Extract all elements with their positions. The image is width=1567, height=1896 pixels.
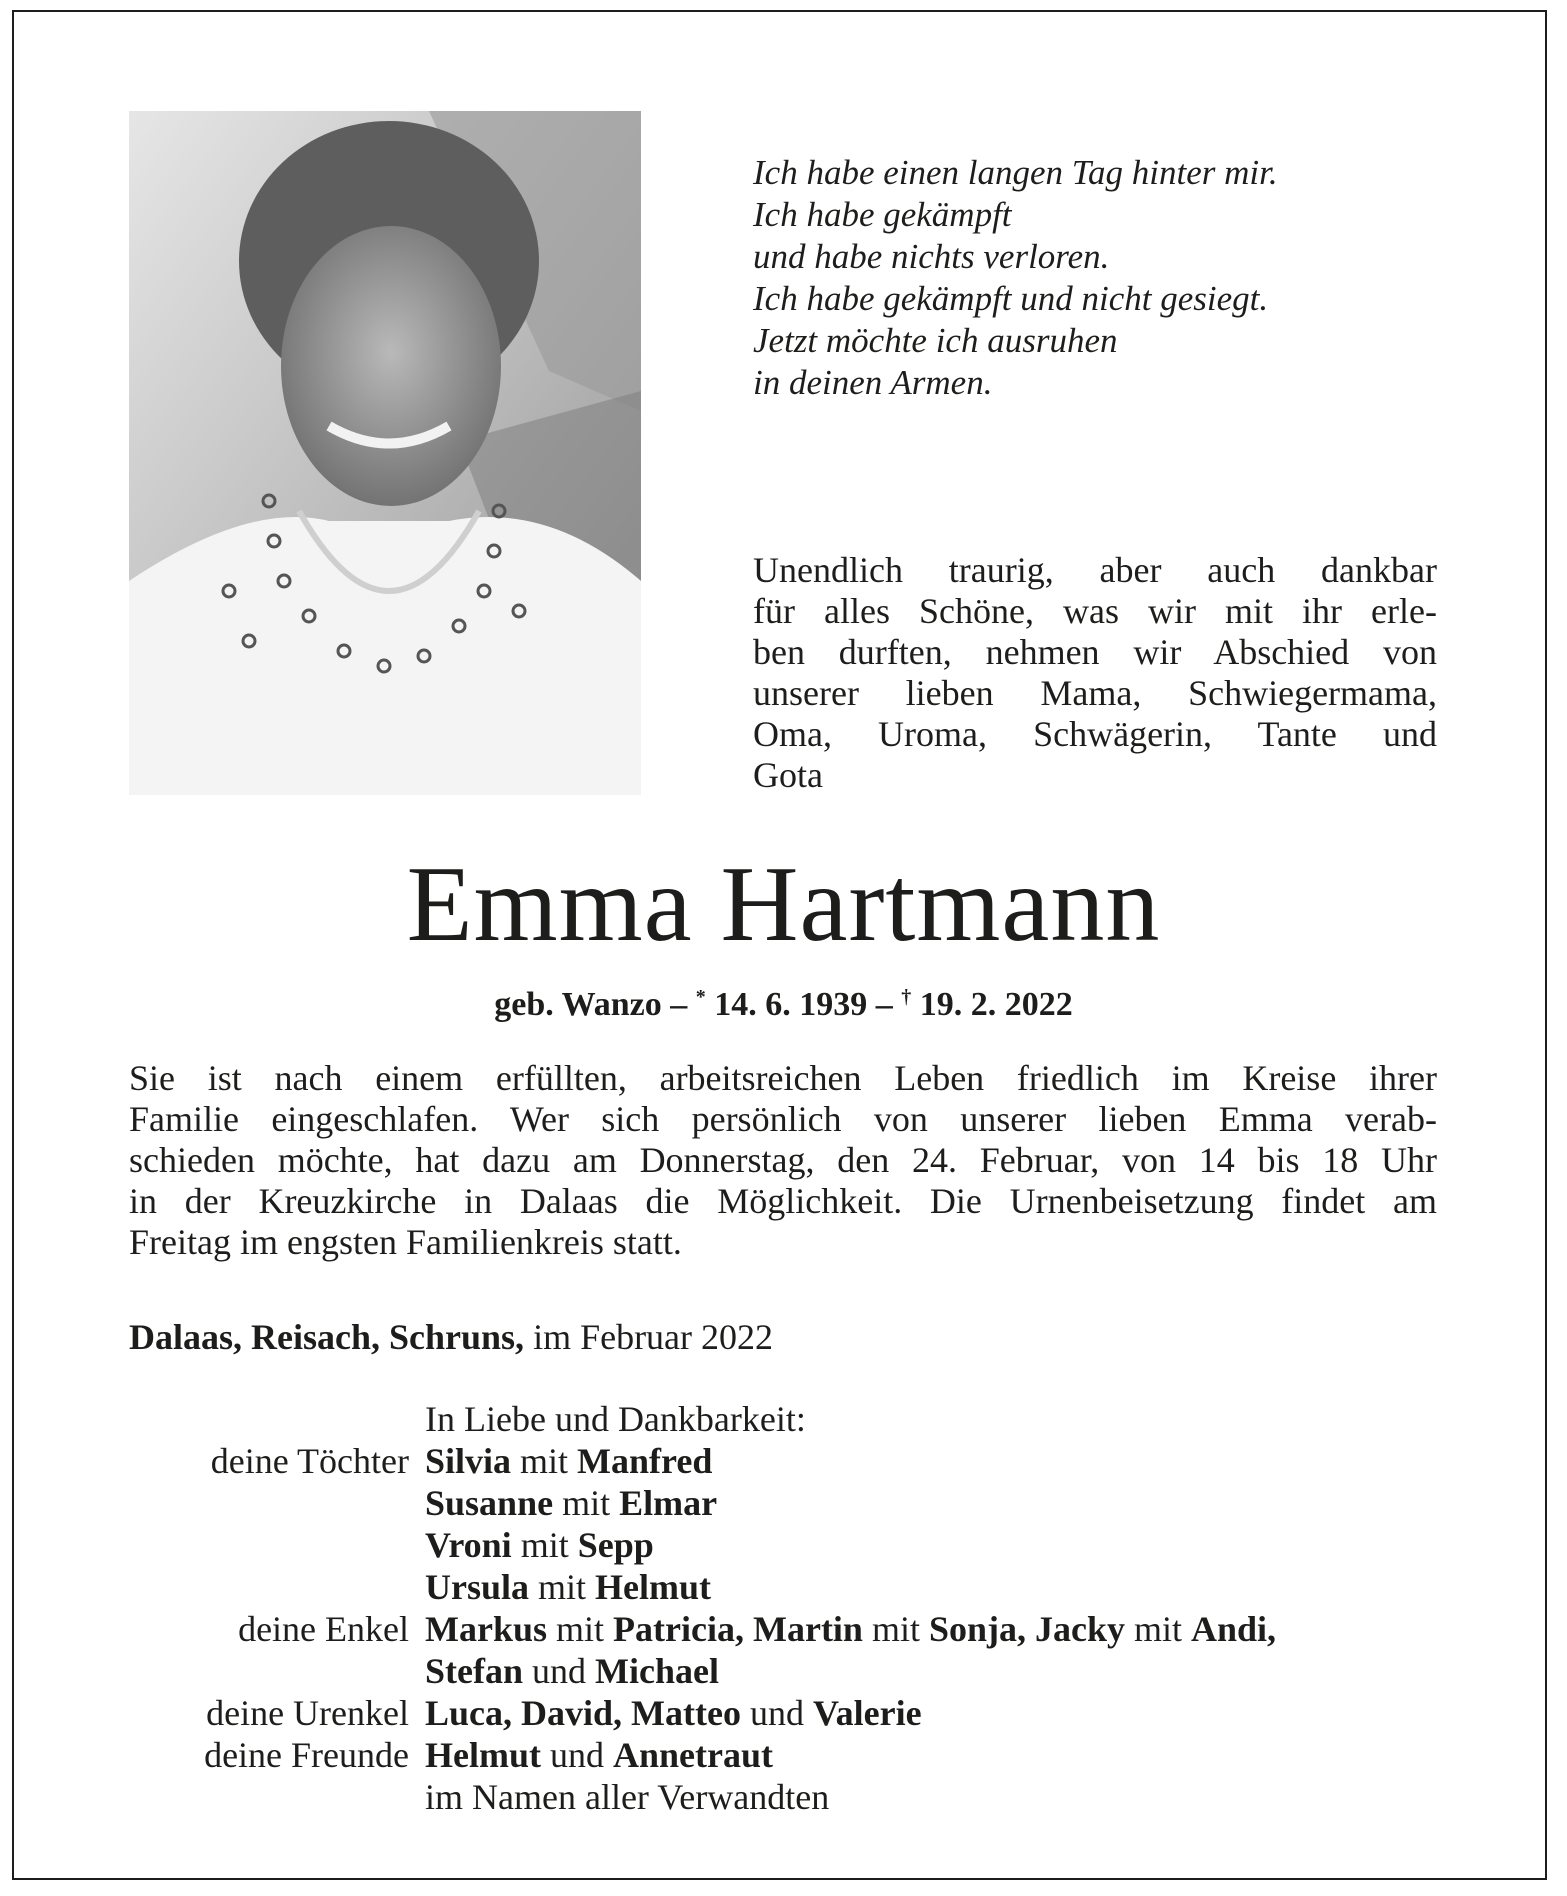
- intro-line: ben durften, nehmen wir Abschied von: [753, 632, 1437, 672]
- mourner-name: Michael: [595, 1651, 719, 1691]
- place-and-date: [129, 1316, 773, 1358]
- mourners-heading-row: [129, 1398, 1469, 1440]
- closing-row: [129, 1776, 1469, 1818]
- mourner-name: Silvia: [425, 1441, 512, 1481]
- mourner-name: Ursula: [425, 1567, 530, 1607]
- intro-line: unserer lieben Mama, Schwiegermama,: [753, 673, 1437, 713]
- mourner-name: Sepp: [577, 1525, 654, 1565]
- mourner-row: Susanne mit Elmar: [425, 1483, 718, 1523]
- mourners-list: [129, 1398, 1469, 1818]
- mourner-name: Martin: [752, 1609, 863, 1649]
- mourner-name: Stefan: [425, 1651, 523, 1691]
- poem-line: Jetzt möchte ich ausruhen: [753, 321, 1118, 360]
- birth-mark: *: [695, 986, 706, 1008]
- mourner-row: Stefan und Michael: [425, 1651, 719, 1691]
- body-line: in der Kreuzkirche in Dalaas die Möglichkeit. Die Urnenbeisetzung findet am: [129, 1181, 1437, 1221]
- mourner-name: Manfred: [577, 1441, 713, 1481]
- body-line: schieden möchte, hat dazu am Donnerstag, den 24. Februar, von 14 bis 18 Uhr: [129, 1140, 1437, 1180]
- death-mark: †: [901, 986, 912, 1008]
- closing-line: im Namen aller Verwandten: [425, 1777, 830, 1817]
- mourner-row: deine Töchter Silvia mit Manfred: [129, 1440, 1469, 1482]
- mourner-name: Markus: [425, 1609, 548, 1649]
- mourner-name: Andi,: [1191, 1609, 1277, 1649]
- relation-label: deine Freunde: [204, 1735, 409, 1775]
- death-date: 19. 2. 2022: [911, 986, 1073, 1023]
- poem-line: Ich habe gekämpft und nicht gesiegt.: [753, 279, 1269, 318]
- mourner-row: deine Urenkel Luca, David, Matteo und Valerie: [129, 1692, 1469, 1734]
- mourner-name: Elmar: [619, 1483, 718, 1523]
- body-line: Sie ist nach einem erfüllten, arbeitsreichen Leben friedlich im Kreise ihrer: [129, 1058, 1437, 1098]
- intro-line: für alles Schöne, was wir mit ihr erle-: [753, 591, 1437, 631]
- portrait-photo: [129, 111, 641, 795]
- mourner-name: Jacky: [1035, 1609, 1125, 1649]
- mourner-row: Vroni mit Sepp: [425, 1525, 654, 1565]
- poem-line: und habe nichts verloren.: [753, 237, 1110, 276]
- mourner-row: deine Enkel Markus mit Patricia, Martin mit Sonja, Jacky mit Andi,: [129, 1608, 1469, 1650]
- body-line: Familie eingeschlafen. Wer sich persönlich von unserer lieben Emma verab-: [129, 1099, 1437, 1139]
- maiden-name: geb. Wanzo –: [494, 986, 688, 1023]
- mourner-name: Susanne: [425, 1483, 554, 1523]
- mourner-name: Helmut: [425, 1735, 541, 1775]
- relation-label: deine Enkel: [238, 1609, 409, 1649]
- intro-text: [753, 550, 1437, 796]
- intro-line: Gota: [753, 755, 823, 795]
- mourner-name: Vroni: [425, 1525, 512, 1565]
- mourner-row: deine Freunde Helmut und Annetraut: [129, 1734, 1469, 1776]
- mourner-name: Annetraut: [612, 1735, 773, 1775]
- relation-label: deine Urenkel: [206, 1693, 409, 1733]
- relation-label: deine Töchter: [210, 1441, 409, 1481]
- place-towns: Dalaas, Reisach, Schruns,: [129, 1317, 525, 1357]
- mourner-name: Valerie: [812, 1693, 922, 1733]
- announcement-text: [129, 1058, 1437, 1263]
- body-line: Freitag im engsten Familienkreis statt.: [129, 1222, 682, 1262]
- birth-date: 14. 6. 1939 –: [705, 986, 893, 1023]
- mourner-name: Sonja,: [928, 1609, 1026, 1649]
- poem-line: Ich habe einen langen Tag hinter mir.: [753, 153, 1278, 192]
- portrait-image: [129, 111, 641, 795]
- poem-line: Ich habe gekämpft: [753, 195, 1012, 234]
- poem-line: in deinen Armen.: [753, 363, 993, 402]
- mourner-name: Patricia,: [613, 1609, 744, 1649]
- poem: [753, 152, 1473, 404]
- deceased-name: Emma Hartmann: [406, 845, 1161, 964]
- birth-death-dates: [0, 976, 1567, 1026]
- mourners-heading: In Liebe und Dankbarkeit:: [425, 1399, 806, 1439]
- mourner-name: Luca, David, Matteo: [425, 1693, 741, 1733]
- intro-line: Unendlich traurig, aber auch dankbar: [753, 550, 1437, 590]
- place-date: im Februar 2022: [524, 1317, 774, 1357]
- mourner-name: Helmut: [595, 1567, 712, 1607]
- mourner-row: Ursula mit Helmut: [425, 1567, 712, 1607]
- intro-line: Oma, Uroma, Schwägerin, Tante und: [753, 714, 1437, 754]
